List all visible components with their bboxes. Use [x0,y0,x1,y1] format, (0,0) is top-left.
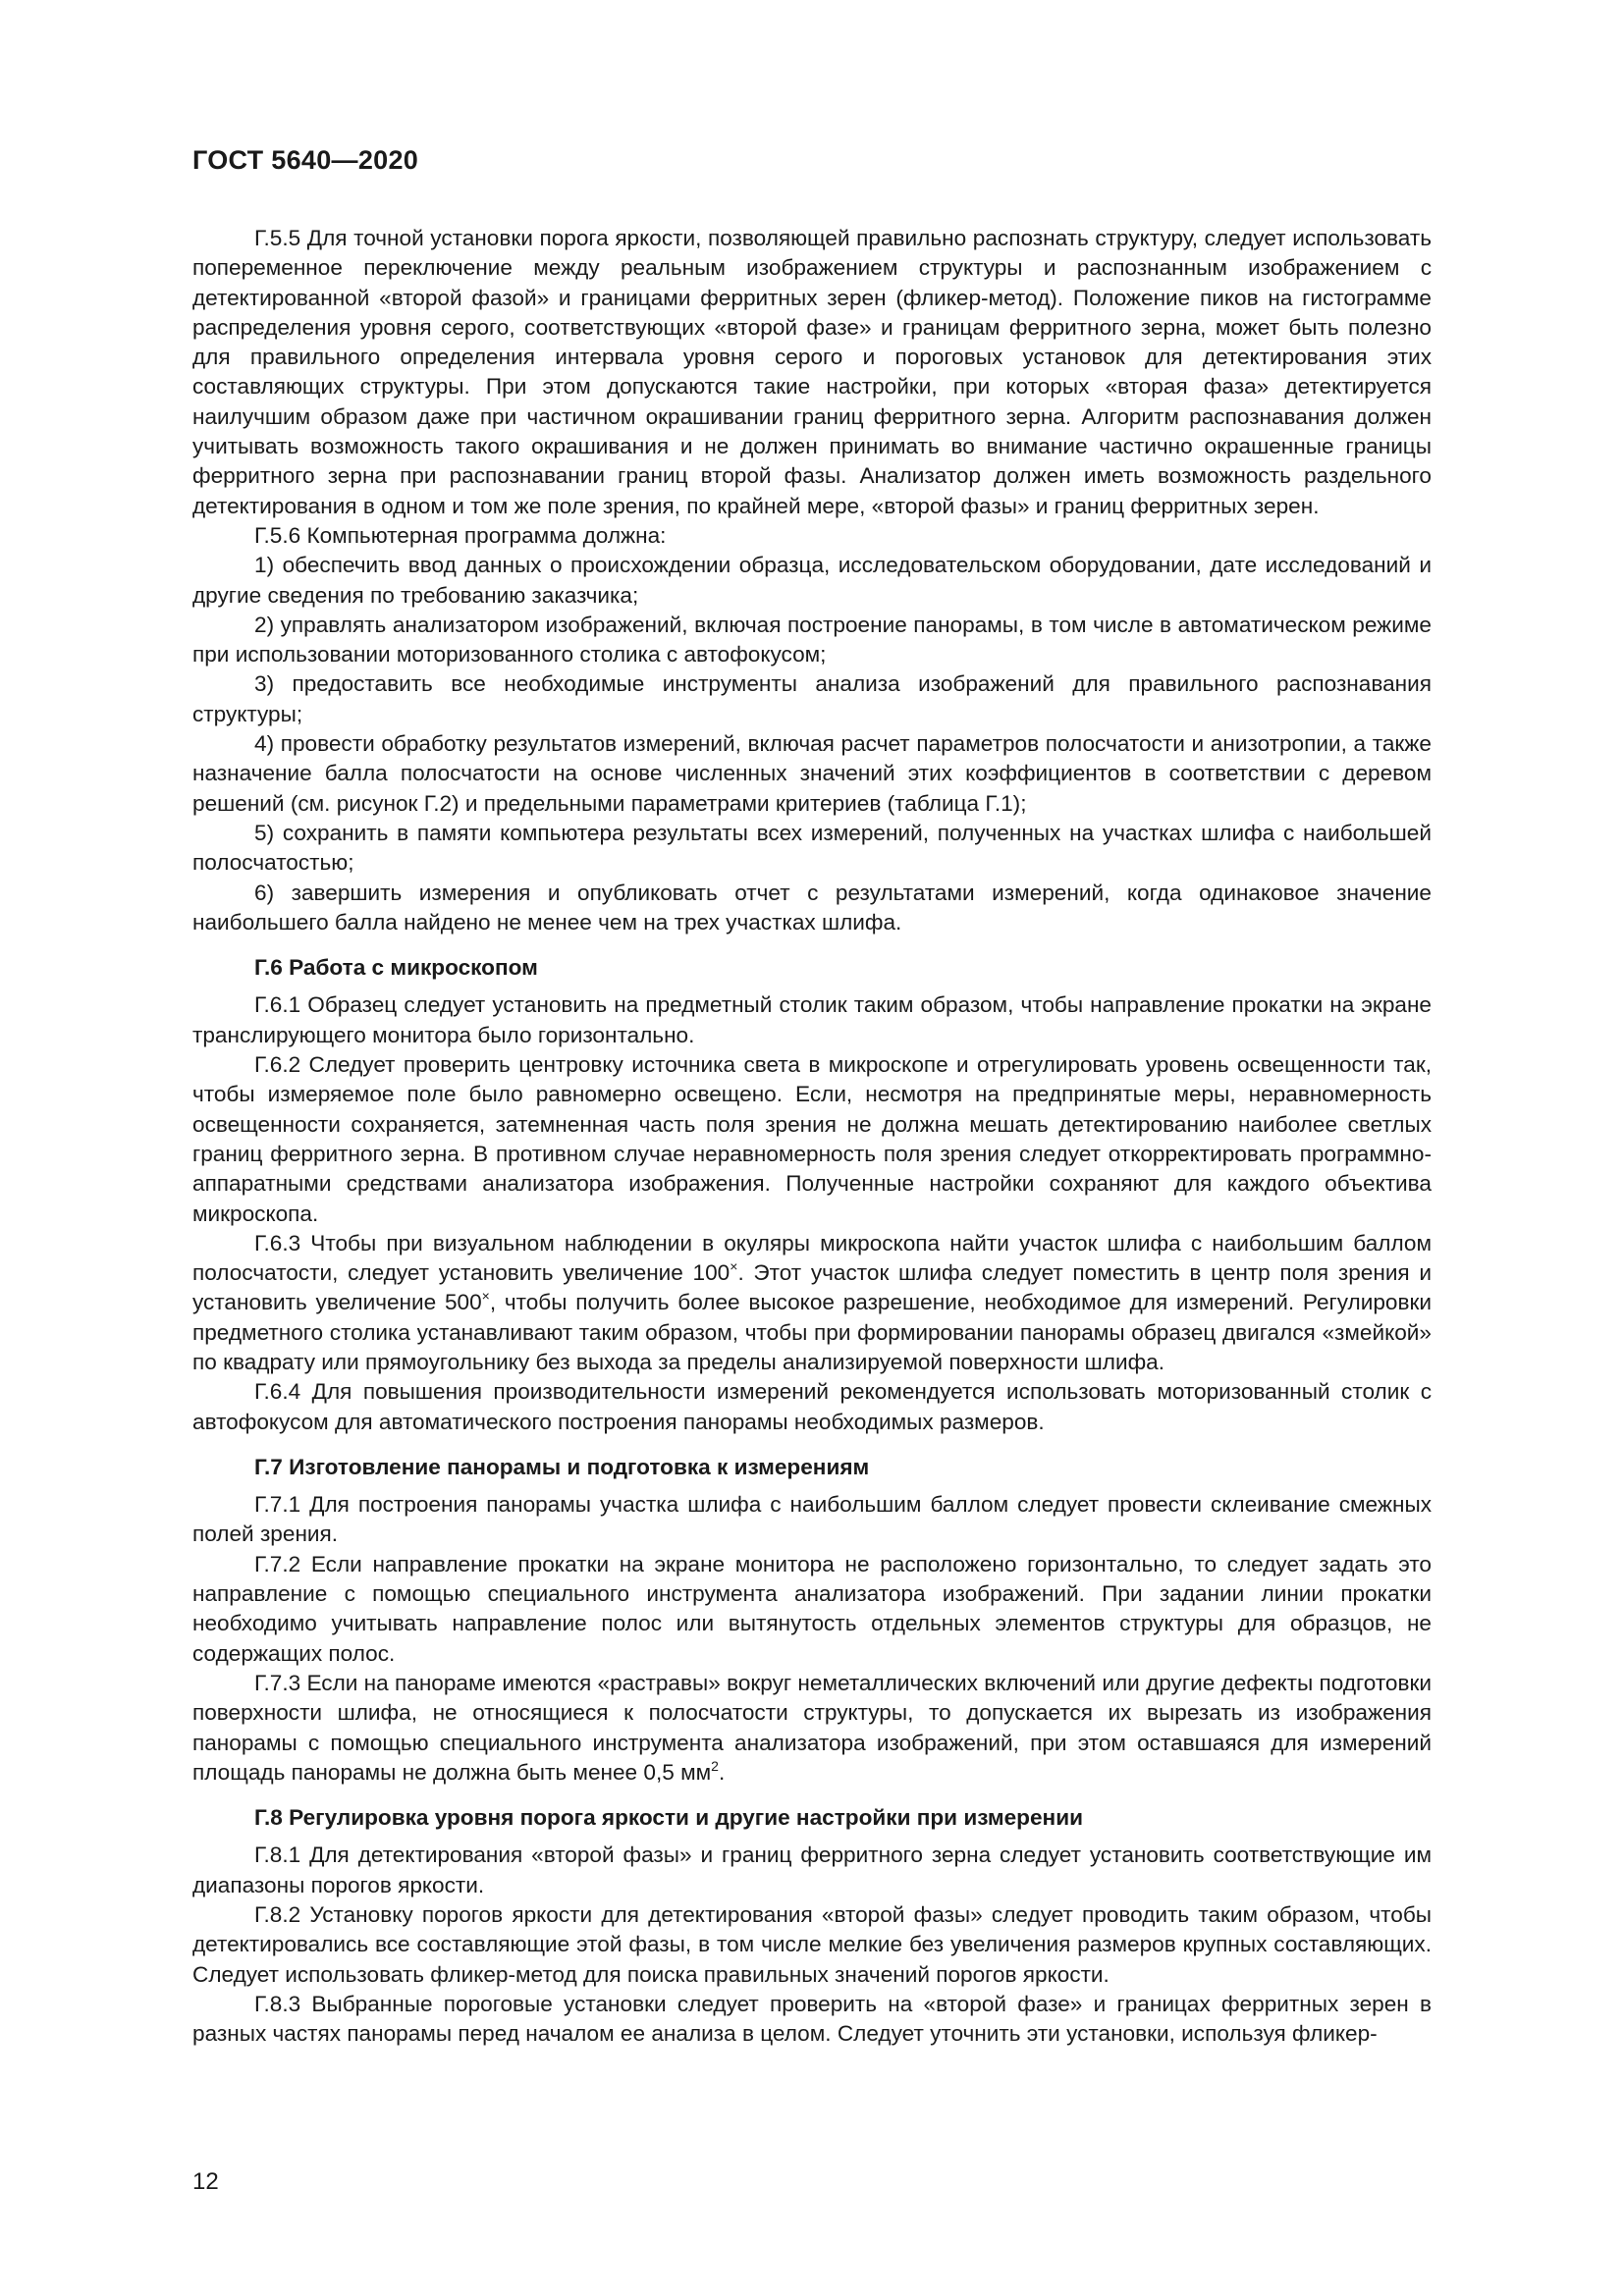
section-heading-g7: Г.7 Изготовление панорамы и подготовка к измерениям [254,1454,870,1479]
paragraph-g7-3: Г.7.3 Если на панораме имеются «растравы» вокруг неметаллических включений или другие дефекты подготовки поверхности шлифа, не относящиеся к полосчатости структуры, то допускается их вырезать из изображения панорамы с помощью специального инструмента анализатора изображений, при этом оставшаяся для измерений площадь панорамы не должна быть менее 0,5 $мм^2$. [192,1670,1432,1785]
paragraph-g7-2: Г.7.2 Если направление прокатки на экране монитора не расположено горизонтально, то следует задать это направление с помощью специального инструмента анализатора изображений. При задании линии прокатки необходимо учитывать направление полос или вытянутость отдельных элементов структуры для образцов, не содержащих полос. [192,1551,1432,1666]
paragraph-g8-3: Г.8.3 Выбранные пороговые установки следует проверить на «второй фазе» и границах ферритных зерен в разных частях панорамы перед началом ее анализа в целом. Следует уточнить эти установки, используя фликер- [192,1991,1432,2047]
list-item-4: 4) провести обработку результатов измерений, включая расчет параметров полосчатости и анизотропии, а также назначение балла полосчатости на основе численных значений этих коэффициентов в соответствии с деревом решений (см. рисунок Г.2) и предельными параметрами критериев (таблица Г.1); [192,731,1432,816]
paragraph-g5-5: Г.5.5 Для точной установки порога яркости, позволяющей правильно распознать структуру, следует использовать попеременное переключение между реальным изображением структуры и распознанным изображением с детектированной «второй фазой» и границами ферритных зерен (фликер-метод). Положение пиков на гистограмме распределения уровня серого, соответствующих «второй фазе» и границам ферритного зерна, может быть полезно для правильного определения интервала уровня серого и пороговых установок для детектирования этих составляющих структуры. При этом допускаются такие настройки, при которых «вторая фаза» детектируется наилучшим образом даже при частичном окрашивании границ ферритного зерна. Алгоритм распознавания должен учитывать возможность такого окрашивания и не должен принимать во внимание частично окрашенные границы ферритного зерна при распознавании границ второй фазы. Анализатор должен иметь возможность раздельного детектирования в одном и том же поле зрения, по крайней мере, «второй фазы» и границ ферритных зерен. [192,226,1432,518]
paragraph-g5-6: Г.5.6 Компьютерная программа должна: [254,522,667,548]
section-heading-g6: Г.6 Работа с микроскопом [254,955,538,981]
list-item-5: 5) сохранить в памяти компьютера результаты всех измерений, полученных на участках шлифа с наибольшей полосчатостью; [192,820,1432,876]
page-number: 12 [192,2168,219,2195]
paragraph-g7-1: Г.7.1 Для построения панорамы участка шлифа с наибольшим баллом следует провести склеивание смежных полей зрения. [192,1492,1432,1547]
document-body [192,224,1432,2050]
paragraph-g6-3: Г.6.3 Чтобы при визуальном наблюдении в окуляры микроскопа найти участок шлифа с наибольшим баллом полосчатости, следует установить увеличение 100×. Этот участок шлифа следует поместить в центр поля зрения и установить увеличение 500×, чтобы получить более высокое разрешение, необходимое для измерений. Регулировки предметного столика устанавливают таким образом, чтобы при формировании панорамы образец двигался «змейкой» по квадрату или прямоугольнику без выхода за пределы анализируемой поверхности шлифа. [192,1230,1432,1374]
paragraph-g8-1: Г.8.1 Для детектирования «второй фазы» и границ ферритного зерна следует установить соответствующие им диапазоны порогов яркости. [192,1842,1432,1897]
paragraph-g8-2: Г.8.2 Установку порогов яркости для детектирования «второй фазы» следует проводить таким образом, чтобы детектировались все составляющие этой фазы, в том числе мелкие без увеличения размеров крупных составляющих. Следует использовать фликер-метод для поиска правильных значений порогов яркости. [192,1902,1432,1987]
list-item-3: 3) предоставить все необходимые инструменты анализа изображений для правильного распознавания структуры; [192,671,1432,726]
list-item-6: 6) завершить измерения и опубликовать отчет с результатами измерений, когда одинаковое значение наибольшего балла найдено не менее чем на трех участках шлифа. [192,880,1432,934]
list-item-2: 2) управлять анализатором изображений, включая построение панорамы, в том числе в автоматическом режиме при использовании моторизованного столика с автофокусом; [192,612,1432,667]
paragraph-g6-1: Г.6.1 Образец следует установить на предметный столик таким образом, чтобы направление прокатки на экране транслирующего монитора было горизонтально. [192,992,1432,1047]
paragraph-g6-2: Г.6.2 Следует проверить центровку источника света в микроскопе и отрегулировать уровень освещенности так, чтобы измеряемое поле было равномерно освещено. Если, несмотря на предпринятые меры, неравномерность освещенности сохраняется, затемненная часть поля зрения не должна мешать детектированию наиболее светлых границ ферритного зерна. В противном случае неравномерность поля зрения следует откорректировать программно-аппаратными средствами анализатора изображения. Полученные настройки сохраняют для каждого объектива микроскопа. [192,1052,1432,1226]
paragraph-g6-4: Г.6.4 Для повышения производительности измерений рекомендуется использовать моторизованный столик с автофокусом для автоматического построения панорамы необходимых размеров. [192,1379,1432,1434]
page-header-standard-id: ГОСТ 5640—2020 [192,145,419,175]
list-item-1: 1) обеспечить ввод данных о происхождении образца, исследовательском оборудовании, дате исследований и другие сведения по требованию заказчика; [192,553,1432,608]
section-heading-g8: Г.8 Регулировка уровня порога яркости и другие настройки при измерении [254,1805,1083,1831]
